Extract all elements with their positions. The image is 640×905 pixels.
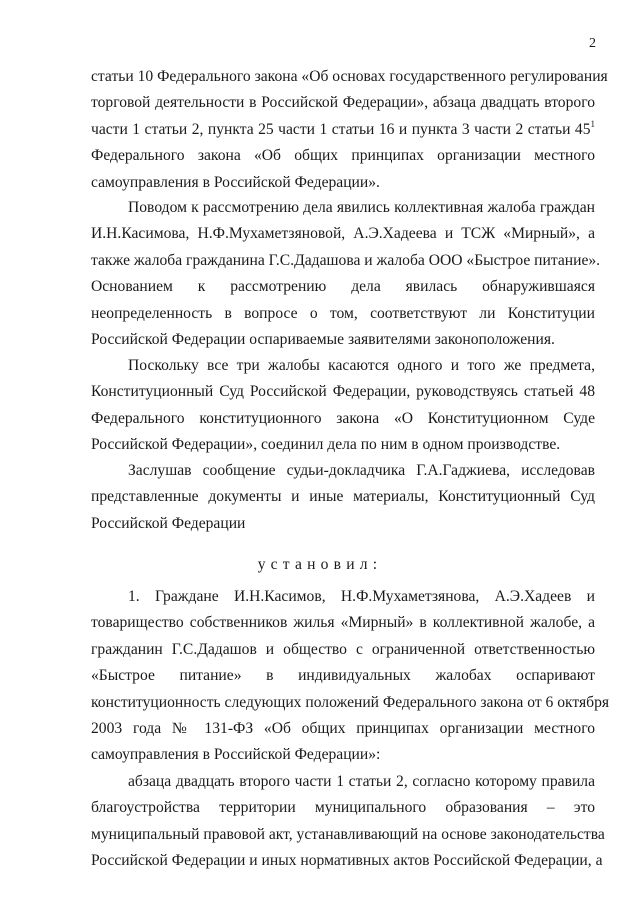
section-heading: установил: bbox=[257, 556, 383, 573]
text-line: благоустройства территории муниципального образования – это bbox=[91, 799, 595, 817]
text-line: 1. Граждане И.Н.Касимов, Н.Ф.Мухаметзянова, А.Э.Хадеев и bbox=[128, 588, 595, 605]
text-line: «Быстрое питание» в индивидуальных жалобах оспаривают bbox=[91, 667, 595, 685]
text-line: товарищество собственников жилья «Мирный» в коллективной жалобе, а bbox=[91, 614, 595, 632]
text-line bbox=[91, 117, 595, 143]
text-line: торговой деятельности в Российской Федерации», абзаца двадцать второго bbox=[91, 94, 595, 112]
page-number: 2 bbox=[589, 36, 596, 51]
text-line: Основанием к рассмотрению дела явилась обнаружившаяся bbox=[91, 278, 595, 296]
text-line: Российской Федерации оспариваемые заявителями законоположения. bbox=[91, 330, 555, 348]
text-line: Поводом к рассмотрению дела явились коллективная жалоба граждан bbox=[128, 199, 595, 216]
paragraph-definition bbox=[91, 769, 605, 875]
text-line: неопределенность в вопросе о том, соответствуют ли Конституции bbox=[91, 304, 595, 322]
paragraph-joinder bbox=[91, 353, 595, 459]
text-line: Федерального конституционного закона «О Конституционном Суде bbox=[91, 409, 595, 427]
text-line: конституционность следующих положений Федерального закона от 6 октября bbox=[91, 693, 610, 711]
text-line: Федерального закона «Об общих принципах организации местного bbox=[91, 147, 595, 165]
text-line: И.Н.Касимова, Н.Ф.Мухаметзяновой, А.Э.Хадеева и ТСЖ «Мирный», а bbox=[91, 225, 595, 243]
text-line: Российской Федерации», соединил дела по ним в одном производстве. bbox=[91, 436, 561, 454]
text-line: статьи 10 Федерального закона «Об основах государственного регулирования bbox=[91, 68, 608, 85]
paragraph-grounds bbox=[91, 195, 601, 353]
text-line: муниципальный правовой акт, устанавливающий на основе законодательства bbox=[91, 825, 605, 843]
text-line: самоуправления в Российской Федерации». bbox=[91, 173, 380, 191]
text-line: самоуправления в Российской Федерации»: bbox=[91, 746, 381, 764]
text-line: Конституционный Суд Российской Федерации, руководствуясь статьей 48 bbox=[91, 383, 595, 401]
text-line: Российской Федерации bbox=[91, 514, 246, 532]
text-line: Российской Федерации и иных нормативных актов Российской Федерации, а bbox=[91, 852, 603, 870]
text-line: также жалоба гражданина Г.С.Дадашова и жалоба ООО «Быстрое питание». bbox=[91, 251, 601, 269]
text-line: представленные документы и иные материалы, Конституционный Суд bbox=[91, 488, 595, 506]
paragraph-hearing bbox=[91, 458, 595, 537]
text-line: Заслушав сообщение судьи-докладчика Г.А.Гаджиева, исследовав bbox=[128, 462, 595, 479]
footnote-superscript: 1 bbox=[590, 118, 595, 129]
text-line: Поскольку все три жалобы касаются одного и того же предмета, bbox=[128, 357, 595, 374]
paragraph-applicants bbox=[91, 584, 610, 769]
text-line: 2003 года № 131-ФЗ «Об общих принципах организации местного bbox=[91, 719, 595, 737]
text-line: гражданин Г.С.Дадашов и общество с ограниченной ответственностью bbox=[91, 640, 595, 658]
text-line-content: части 1 статьи 2, пункта 25 части 1 статьи 16 и пункта 3 части 2 статьи 45 bbox=[91, 120, 591, 138]
paragraph-legal-references bbox=[91, 64, 608, 196]
text-line: абзаца двадцать второго части 1 статьи 2, согласно которому правила bbox=[128, 773, 595, 790]
